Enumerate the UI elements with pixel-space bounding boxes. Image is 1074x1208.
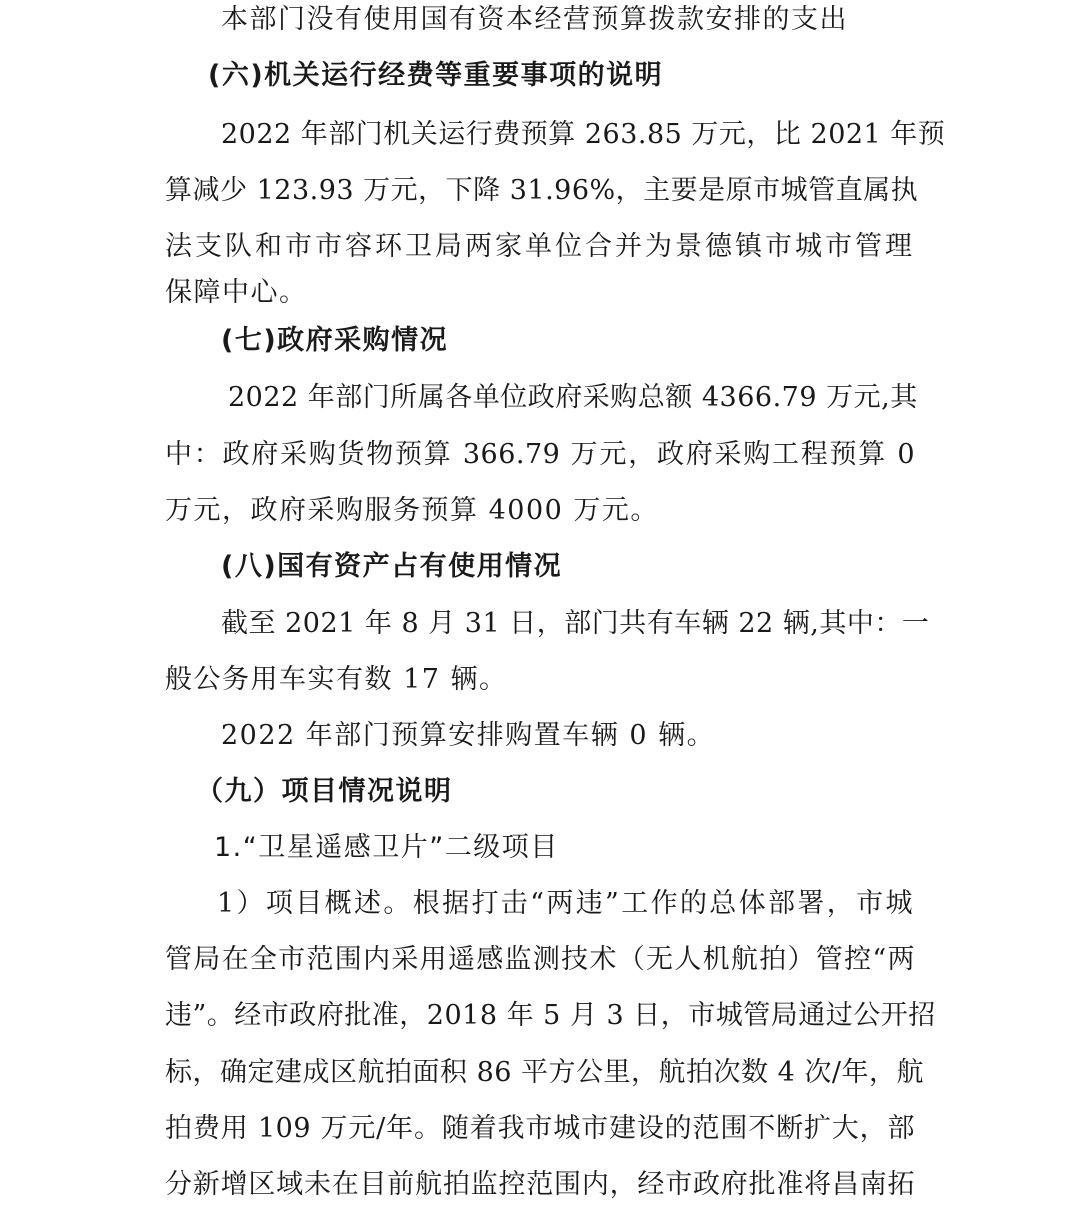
paragraph-line: 分新增区域未在目前航拍监控范围内，经市政府批准将昌南拓 [165,1169,915,1200]
paragraph-line: 算减少 123.93 万元，下降 31.96%，主要是原市城管直属执 [165,175,919,206]
section-heading-8: (八)国有资产占有使用情况 [221,551,563,582]
paragraph-line: 违”。经市政府批准，2018 年 5 月 3 日，市城管局通过公开招 [165,1000,936,1031]
paragraph-line: 管局在全市范围内采用遥感监测技术（无人机航拍）管控“两 [165,944,915,975]
paragraph-line: 保障中心。 [165,277,308,308]
paragraph-line: 标，确定建成区航拍面积 86 平方公里，航拍次数 4 次/年，航 [165,1057,924,1088]
subsection-heading: 1.“卫星遥感卫片”二级项目 [214,832,559,863]
paragraph-line: 本部门没有使用国有资本经营预算拨款安排的支出 [221,4,848,35]
paragraph-line: 1）项目概述。根据打击“两违”工作的总体部署，市城 [217,888,913,919]
paragraph-line: 万元，政府采购服务预算 4000 万元。 [165,495,659,526]
paragraph-line: 2022 年部门所属各单位政府采购总额 4366.79 万元,其 [228,382,918,413]
section-heading-7: (七)政府采购情况 [221,325,449,356]
paragraph-line: 中：政府采购货物预算 366.79 万元，政府采购工程预算 0 [165,439,915,470]
section-heading-9: （九）项目情况说明 [196,776,453,807]
section-heading-6: (六)机关运行经费等重要事项的说明 [208,60,664,91]
paragraph-line: 截至 2021 年 8 月 31 日，部门共有车辆 22 辆,其中：一 [221,608,930,639]
paragraph-line: 2022 年部门预算安排购置车辆 0 辆。 [221,720,716,751]
paragraph-line: 法支队和市市容环卫局两家单位合并为景德镇市城市管理 [165,231,915,262]
paragraph-line: 拍费用 109 万元/年。随着我市城市建设的范围不断扩大，部 [165,1113,915,1144]
paragraph-line: 般公务用车实有数 17 辆。 [165,664,508,695]
paragraph-line: 2022 年部门机关运行费预算 263.85 万元，比 2021 年预 [221,119,946,150]
